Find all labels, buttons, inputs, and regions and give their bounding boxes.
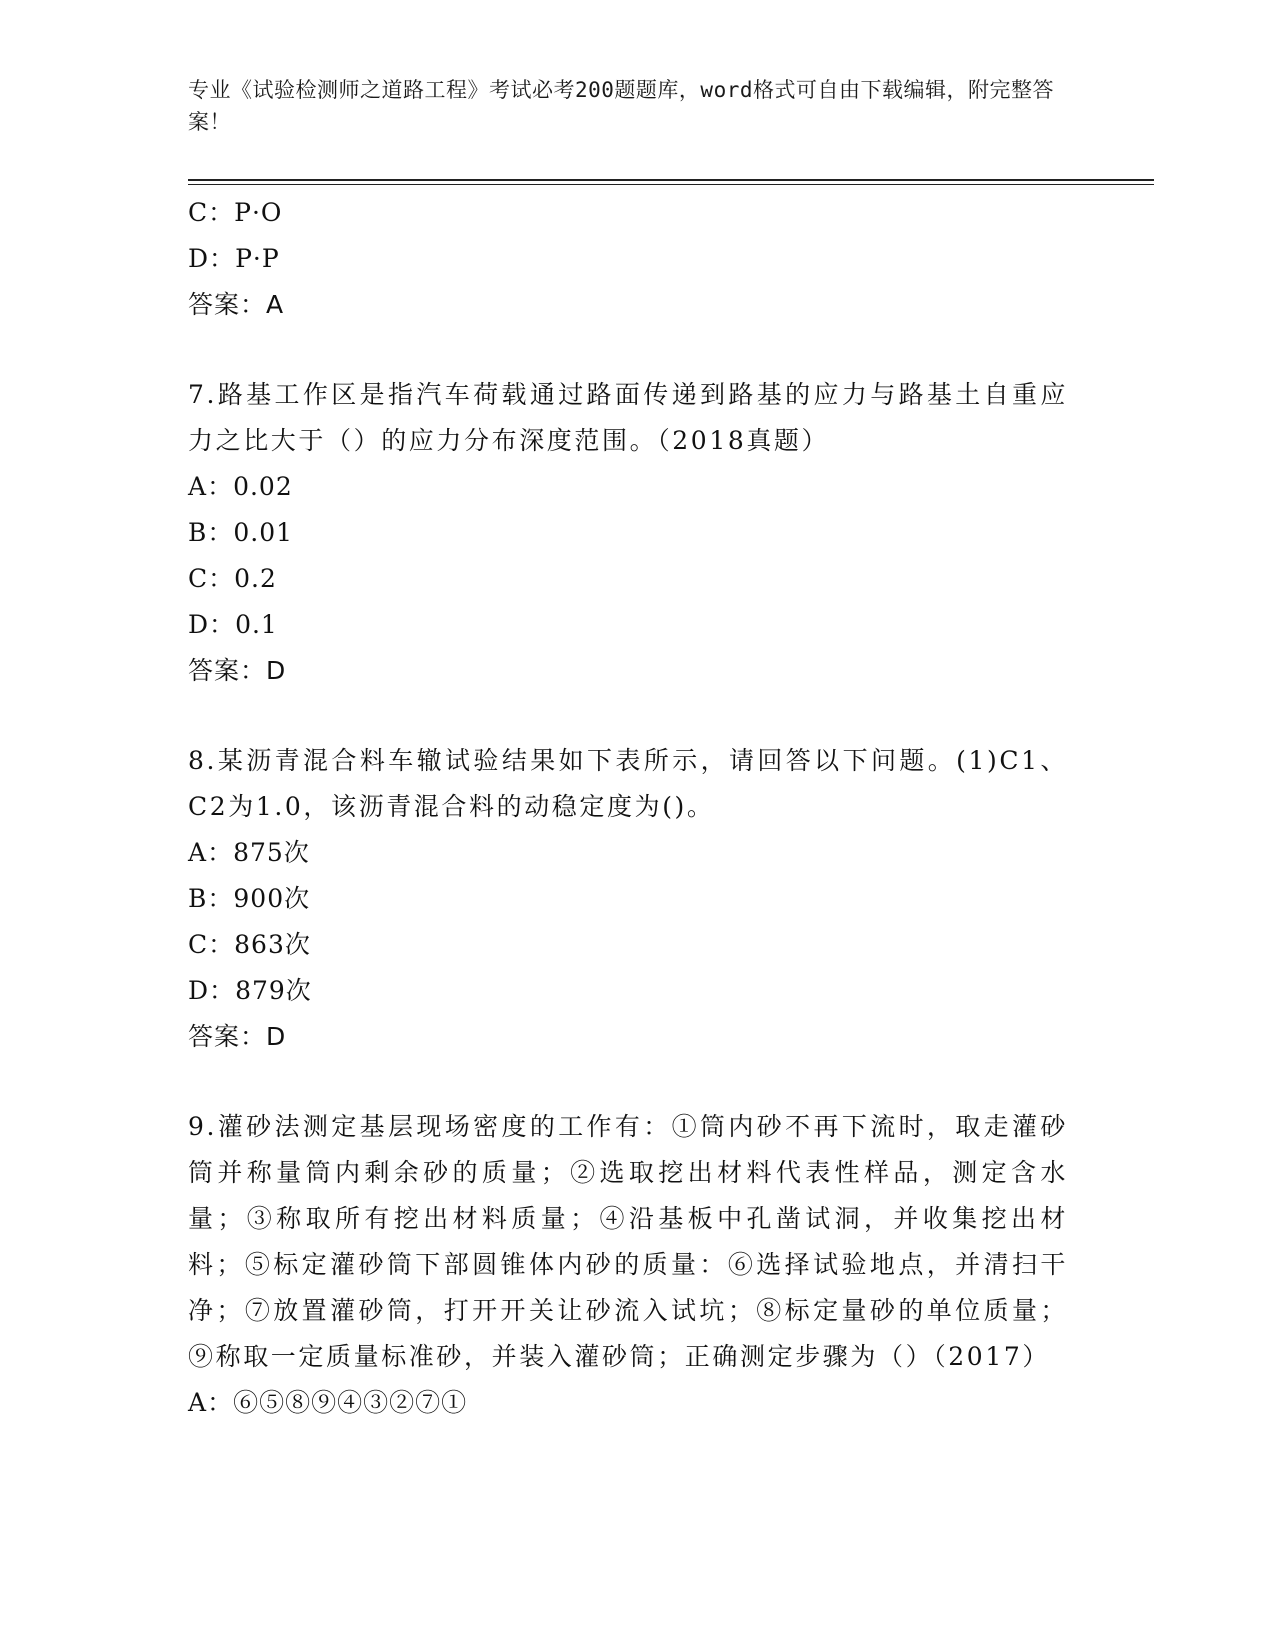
option-row: C：0.2 xyxy=(188,564,277,593)
option-value: 863次 xyxy=(234,930,311,959)
option-value: 0.2 xyxy=(234,564,277,593)
option-row: D：P·P xyxy=(188,244,280,273)
option-value: 0.1 xyxy=(235,610,278,639)
option-row: A：⑥⑤⑧⑨④③②⑦① xyxy=(188,1388,468,1417)
header-divider-thick xyxy=(188,179,1154,181)
page-header: 专业《试验检测师之道路工程》考试必考200题题库，word格式可自由下载编辑，附完整答案！ xyxy=(188,78,1054,134)
answer-line: 答案：D xyxy=(188,1022,287,1051)
option-value: 0.02 xyxy=(233,472,293,501)
option-letter: C xyxy=(188,564,209,593)
option-letter: D xyxy=(188,610,210,639)
question-text: 8.某沥青混合料车辙试验结果如下表所示，请回答以下问题。(1)C1、C2为1.0，该沥青混合料的动稳定度为()。 xyxy=(188,746,1068,821)
option-letter: D xyxy=(188,976,210,1005)
option-letter: A xyxy=(188,472,208,501)
option-row: B：900次 xyxy=(188,884,311,913)
option-letter: B xyxy=(188,884,208,913)
option-row: A：0.02 xyxy=(188,472,293,501)
option-value: ⑥⑤⑧⑨④③②⑦① xyxy=(233,1388,468,1417)
option-row: D：879次 xyxy=(188,976,312,1005)
document-content xyxy=(188,190,1068,1426)
option-letter: A xyxy=(188,1388,208,1417)
option-letter: B xyxy=(188,518,208,547)
option-value: P·P xyxy=(235,244,280,273)
answer-line: 答案：D xyxy=(188,656,287,685)
option-row: C：863次 xyxy=(188,930,311,959)
question-text: 7.路基工作区是指汽车荷载通过路面传递到路基的应力与路基土自重应力之比大于（）的应力分布深度范围。（2018真题） xyxy=(188,380,1068,455)
option-row: B：0.01 xyxy=(188,518,294,547)
option-letter: D xyxy=(188,244,210,273)
header-divider-thin xyxy=(188,184,1154,185)
option-value: 0.01 xyxy=(233,518,294,547)
spacer xyxy=(188,328,1068,372)
option-letter: A xyxy=(188,838,208,867)
option-letter: C xyxy=(188,930,209,959)
question-text: 9.灌砂法测定基层现场密度的工作有：①筒内砂不再下流时，取走灌砂筒并称量筒内剩余砂的质量；②选取挖出材料代表性样品，测定含水量；③称取所有挖出材料质量；④沿基板中孔凿试洞，并收集挖出材料；⑤标定灌砂筒下部圆锥体内砂的质量：⑥选择试验地点，并清扫干净；⑦放置灌砂筒，打开开关让砂流入试坑；⑧标定量砂的单位质量；⑨称取一定质量标准砂，并装入灌砂筒；正确测定步骤为（）（2017） xyxy=(188,1112,1068,1371)
option-value: 900次 xyxy=(233,884,311,913)
answer-line: 答案：A xyxy=(188,290,285,319)
spacer xyxy=(188,694,1068,738)
spacer xyxy=(188,1060,1068,1104)
option-row: C：P·O xyxy=(188,198,283,227)
option-value: 879次 xyxy=(235,976,312,1005)
option-value: P·O xyxy=(234,198,283,227)
option-row: D：0.1 xyxy=(188,610,278,639)
option-letter: C xyxy=(188,198,209,227)
option-row: A：875次 xyxy=(188,838,310,867)
option-value: 875次 xyxy=(233,838,310,867)
